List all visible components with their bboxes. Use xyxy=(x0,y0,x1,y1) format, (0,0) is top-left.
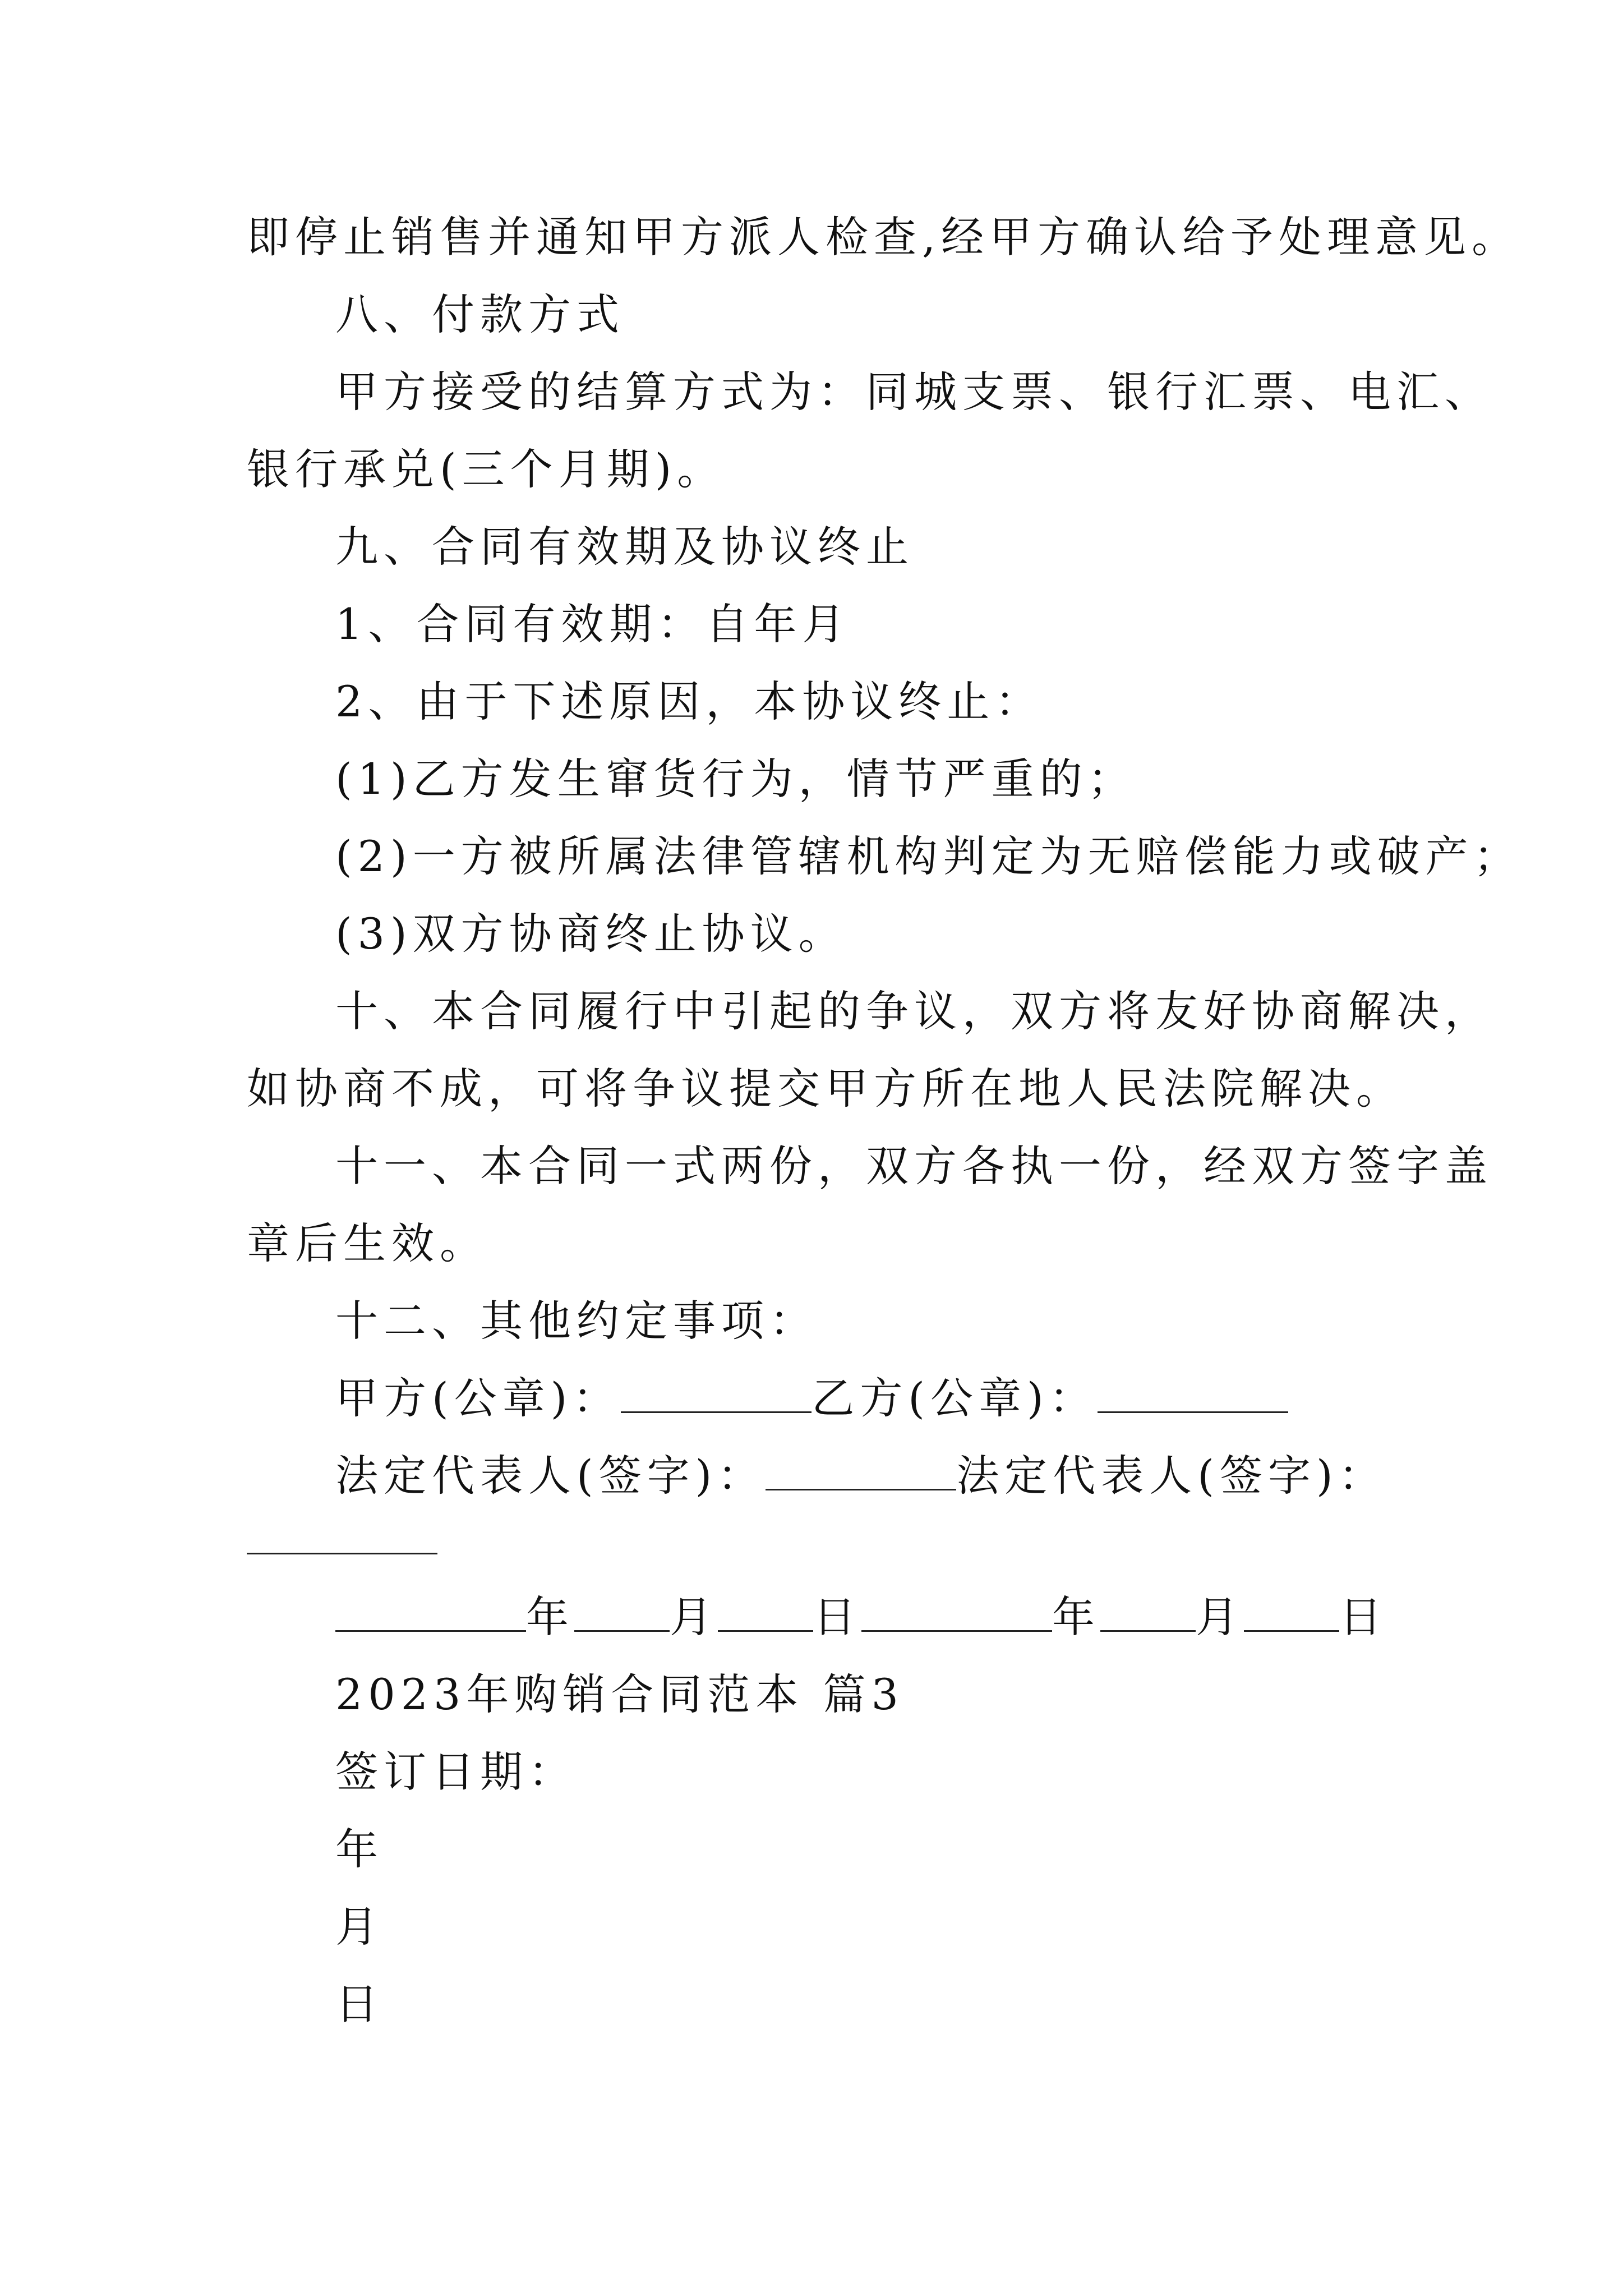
party-b-rep-label: 法定代表人(签字)： xyxy=(956,1451,1387,1501)
year-label: 年 xyxy=(1052,1592,1100,1642)
day-label: 日 xyxy=(813,1592,861,1642)
paragraph-line: 银行承兑(三个月期)。 xyxy=(247,444,726,494)
section-heading-validity: 九、合同有效期及协议终止 xyxy=(335,522,914,572)
party-a-day-blank[interactable] xyxy=(718,1595,813,1632)
section-heading-payment: 八、付款方式 xyxy=(335,289,625,339)
party-a-seal-blank[interactable] xyxy=(621,1377,811,1413)
paragraph-line: 2、由于下述原因，本协议终止： xyxy=(335,677,1044,726)
paragraph-line: 即停止销售并通知甲方派人检查,经甲方确认给予处理意见。 xyxy=(247,212,1520,262)
section-title: 2023年购销合同范本 篇3 xyxy=(335,1669,904,1719)
sign-year-label: 年 xyxy=(335,1824,384,1874)
party-b-month-blank[interactable] xyxy=(1100,1595,1196,1632)
party-b-day-blank[interactable] xyxy=(1244,1595,1339,1632)
month-label: 月 xyxy=(670,1592,718,1642)
party-a-year-blank[interactable] xyxy=(335,1595,526,1632)
sign-date-label: 签订日期： xyxy=(335,1747,577,1797)
party-a-seal-label: 甲方(公章)： xyxy=(335,1373,621,1423)
party-a-rep-blank[interactable] xyxy=(766,1454,956,1490)
day-label: 日 xyxy=(1339,1592,1387,1642)
paragraph-line: 十一、本合同一式两份，双方各执一份，经双方签字盖 xyxy=(335,1141,1493,1191)
party-b-seal-blank[interactable] xyxy=(1098,1377,1288,1413)
list-item: (1)乙方发生窜货行为，情节严重的； xyxy=(335,754,1136,804)
sign-day-label: 日 xyxy=(335,1979,384,2029)
list-item: (3)双方协商终止协议。 xyxy=(335,909,847,959)
party-b-rep-blank-row xyxy=(247,1515,437,1565)
seal-row xyxy=(335,1373,1288,1424)
party-b-year-blank[interactable] xyxy=(861,1595,1052,1632)
party-a-rep-label: 法定代表人(签字)： xyxy=(335,1451,766,1501)
section-heading-other: 十二、其他约定事项： xyxy=(335,1296,818,1346)
party-b-rep-blank[interactable] xyxy=(247,1518,437,1554)
party-a-month-blank[interactable] xyxy=(574,1595,670,1632)
list-item: (2)一方被所属法律管辖机构判定为无赔偿能力或破产； xyxy=(335,831,1522,881)
representative-row xyxy=(335,1451,1387,1501)
date-row xyxy=(335,1592,1387,1642)
year-label: 年 xyxy=(526,1592,574,1642)
paragraph-line: 1、合同有效期：自年月 xyxy=(335,599,851,649)
paragraph-line: 甲方接受的结算方式为：同城支票、银行汇票、电汇、 xyxy=(335,367,1493,417)
paragraph-line: 章后生效。 xyxy=(247,1218,488,1268)
sign-month-label: 月 xyxy=(335,1902,384,1952)
month-label: 月 xyxy=(1196,1592,1244,1642)
paragraph-line: 十、本合同履行中引起的争议，双方将友好协商解决， xyxy=(335,986,1493,1036)
party-b-seal-label: 乙方(公章)： xyxy=(811,1373,1098,1423)
paragraph-line: 如协商不成，可将争议提交甲方所在地人民法院解决。 xyxy=(247,1064,1404,1114)
